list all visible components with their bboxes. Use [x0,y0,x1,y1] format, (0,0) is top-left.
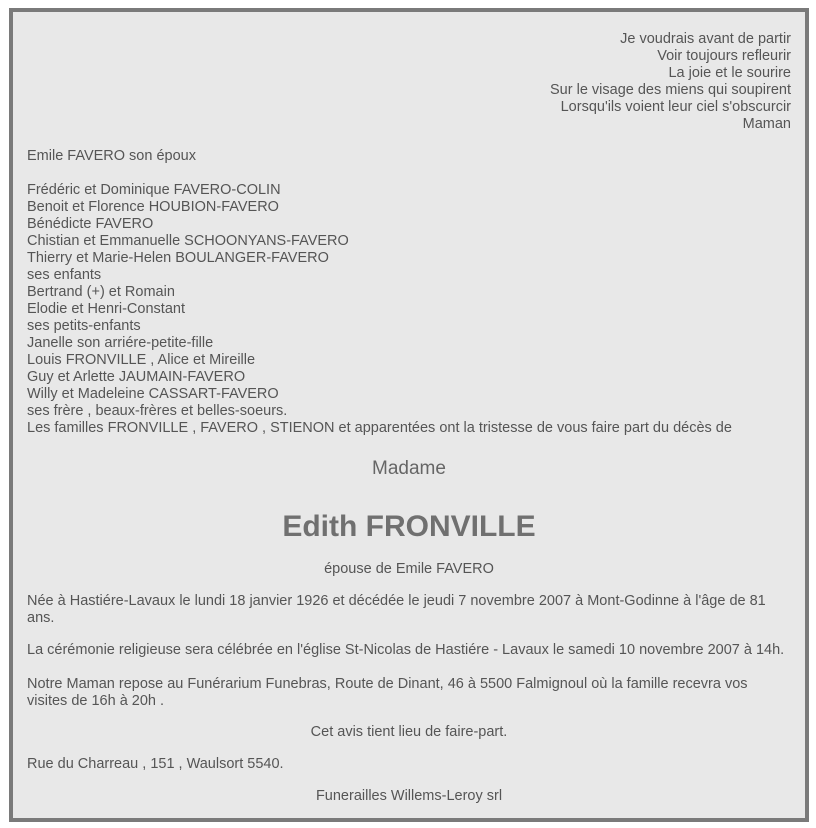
family-list [27,182,732,437]
spouse-line [27,148,196,165]
family-line: ses petits-enfants [27,318,141,334]
deceased-name: Edith FRONVILLE [282,510,536,543]
poem [550,31,791,133]
family-line: Guy et Arlette JAUMAIN-FAVERO [27,369,246,385]
birth-death-paragraph: Née à Hastiére-Lavaux le lundi 18 janvier 1926 et décédée le jeudi 7 novembre 2007 à Mont-Godinne à l'âge de 81 ans. [27,593,766,626]
family-line: Les familles FRONVILLE , FAVERO , STIENON et apparentées ont la tristesse de vous faire part du décès de [27,420,732,436]
spouse-of-line: épouse de Emile FAVERO [324,561,494,577]
family-line: Willy et Madeleine CASSART-FAVERO [27,386,279,402]
poem-line: Sur le visage des miens qui soupirent [550,82,791,98]
spouse-text: Emile FAVERO son époux [27,148,196,164]
title-madame: Madame [372,458,446,479]
family-line: Bénédicte FAVERO [27,216,154,232]
family-line: Louis FRONVILLE , Alice et Mireille [27,352,256,368]
poem-line: La joie et le sourire [668,65,791,81]
poem-line: Lorsqu'ils voient leur ciel s'obscurcir [560,99,791,115]
notice-line: Cet avis tient lieu de faire-part. [310,724,508,740]
obituary-card [9,8,809,822]
poem-line: Je voudrais avant de partir [620,31,791,47]
family-line: ses enfants [27,267,102,283]
funerarium-paragraph: Notre Maman repose au Funérarium Funebras, Route de Dinant, 46 à 5500 Falmignoul où la famille recevra vos visites de 16h à 20h . [27,676,748,709]
poem-signature: Maman [742,116,791,132]
family-line: ses frère , beaux-frères et belles-soeurs. [27,403,288,419]
poem-line: Voir toujours refleurir [657,48,791,64]
family-line: Bertrand (+) et Romain [27,284,175,300]
family-line: Frédéric et Dominique FAVERO-COLIN [27,182,281,198]
family-line: Elodie et Henri-Constant [27,301,185,317]
family-line: Janelle son arriére-petite-fille [27,335,214,351]
family-line: Benoit et Florence HOUBION-FAVERO [27,199,279,215]
ceremony-paragraph: La cérémonie religieuse sera célébrée en l'église St-Nicolas de Hastiére - Lavaux le samedi 10 novembre 2007 à 14h. [27,642,785,658]
funeral-home: Funerailles Willems-Leroy srl [315,788,503,804]
family-line: Chistian et Emmanuelle SCHOONYANS-FAVERO [27,233,349,249]
family-line: Thierry et Marie-Helen BOULANGER-FAVERO [27,250,329,266]
address-line: Rue du Charreau , 151 , Waulsort 5540. [27,756,284,772]
